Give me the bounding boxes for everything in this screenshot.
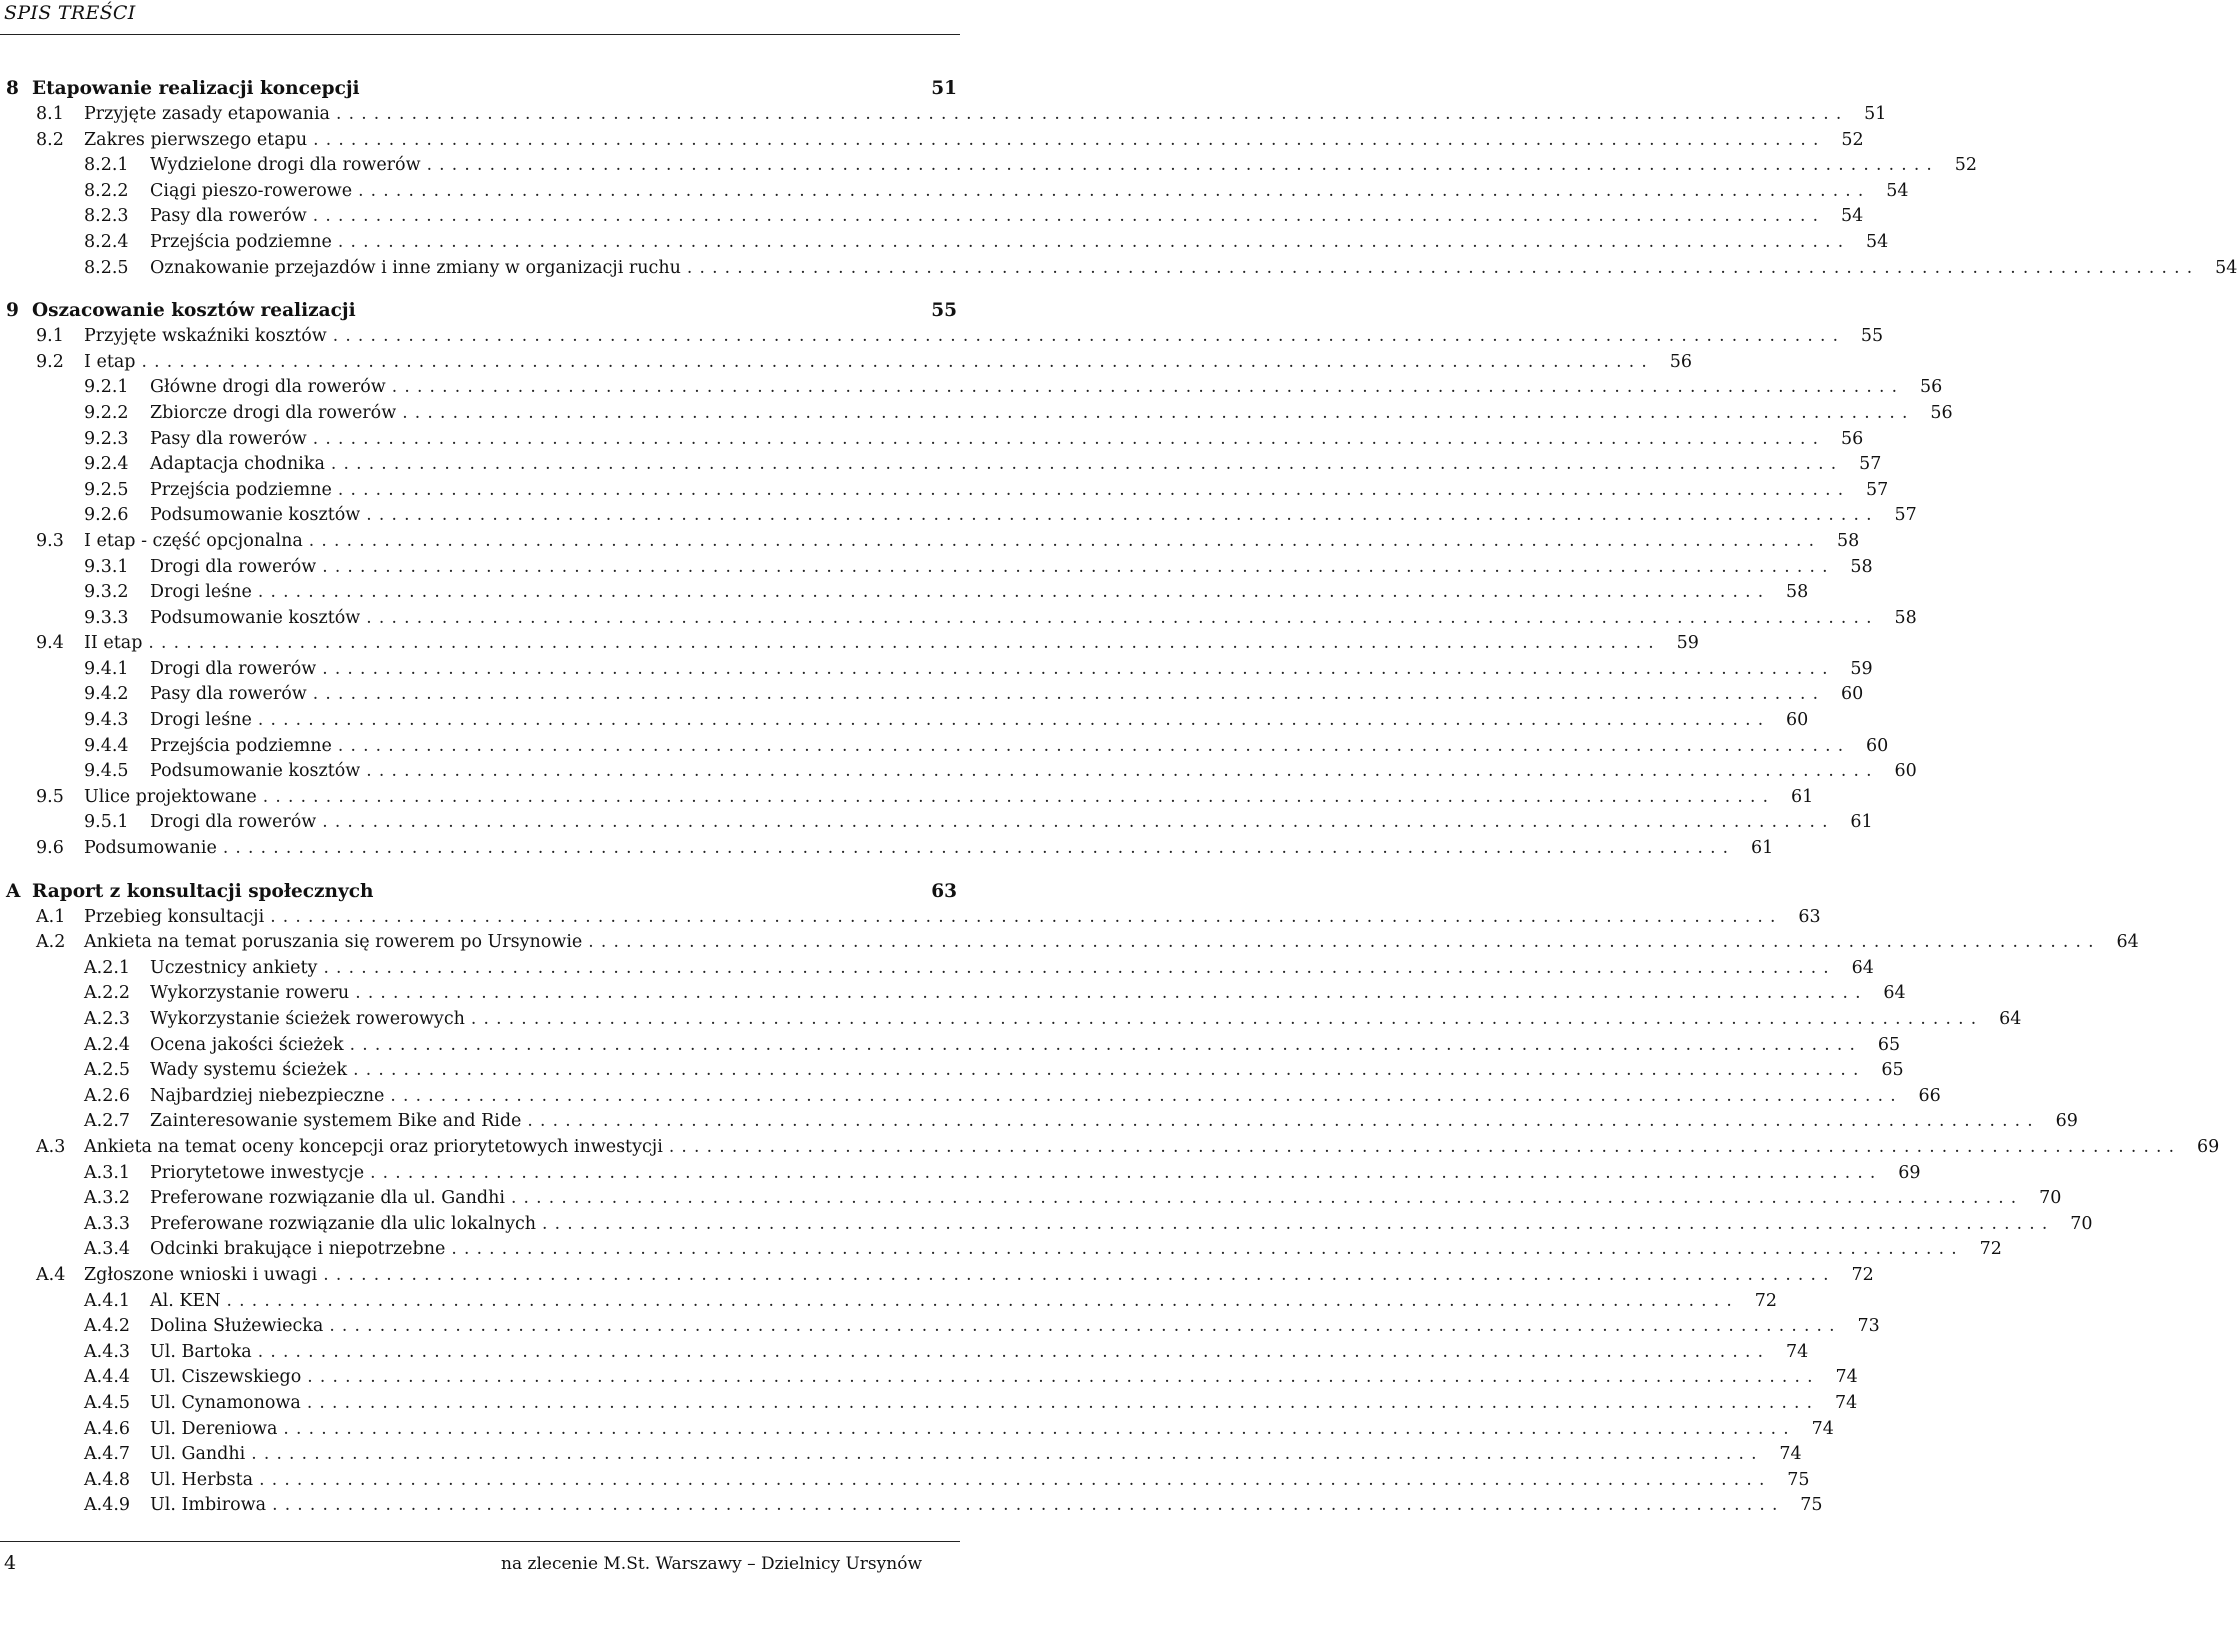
toc-number: A.3.4 — [84, 1239, 131, 1260]
toc-title: Przyjęte wskaźniki kosztów — [84, 326, 327, 347]
toc-page-number: 72 — [1851, 1264, 1874, 1285]
toc-number: 9.3.3 — [84, 607, 129, 628]
toc-number: A — [6, 880, 21, 902]
toc-page-number: 56 — [1919, 377, 1943, 398]
toc-number: A.3.3 — [84, 1213, 131, 1234]
toc-subsection[interactable] — [0, 231, 1889, 258]
toc-page-number: 60 — [1840, 684, 1864, 705]
toc-page-number: 57 — [1859, 454, 1882, 475]
toc-title: Podsumowanie kosztów — [150, 505, 361, 526]
toc-chapter[interactable] — [0, 300, 957, 326]
toc-title: I etap - część opcjonalna — [84, 530, 303, 551]
toc-dot-leader: ........................................................................................................................ — [337, 231, 1851, 252]
toc-subsection[interactable] — [0, 812, 1873, 838]
toc-dot-leader: ........................................................................................................................ — [335, 104, 1849, 124]
toc-number: A.4.5 — [84, 1392, 131, 1413]
toc-number: 8.1 — [36, 104, 64, 124]
toc-title: Podsumowanie kosztów — [150, 761, 361, 782]
toc-page-number: 72 — [1754, 1290, 1777, 1311]
toc-number: A.4.4 — [84, 1367, 131, 1388]
toc-title: Ocena jakości ścieżek — [150, 1034, 344, 1055]
toc-title: Drogi dla rowerów — [150, 658, 317, 679]
toc-number: 9.6 — [36, 838, 64, 859]
toc-title: Adaptacja chodnika — [150, 454, 325, 475]
toc-page-number: 59 — [1676, 633, 1699, 654]
toc-dot-leader: ........................................................................................................................ — [527, 1111, 2040, 1132]
toc-title: Ul. Gandhi — [150, 1444, 246, 1465]
toc-number: 8 — [6, 78, 19, 99]
toc-number: 9.2.5 — [84, 479, 129, 500]
toc-title: Podsumowanie — [84, 838, 217, 859]
toc-page-number: 63 — [1798, 906, 1821, 927]
toc-dot-leader: ........................................................................................................................ — [262, 786, 1776, 807]
toc-number: 9.3.1 — [84, 556, 129, 577]
toc-page-number: 70 — [2039, 1188, 2062, 1209]
toc-subsection[interactable] — [0, 710, 1809, 736]
toc-title: Przejścia podziemne — [150, 231, 332, 252]
toc-subsection[interactable] — [0, 257, 2237, 284]
toc-title: Wady systemu ścieżek — [150, 1060, 348, 1081]
toc-dot-leader: ........................................................................................................................ — [353, 1060, 1866, 1081]
toc-subsection[interactable] — [0, 206, 1864, 232]
toc-number: A.2.7 — [84, 1111, 131, 1132]
toc-page-number: 74 — [1835, 1392, 1858, 1413]
toc-dot-leader: ........................................................................................................................ — [312, 206, 1826, 227]
toc-title: Dolina Służewiecka — [150, 1316, 324, 1337]
toc-section[interactable] — [0, 633, 1699, 659]
toc-dot-leader: ........................................................................................................................ — [426, 155, 1940, 176]
toc-title: Zgłoszone wnioski i uwagi — [84, 1264, 318, 1285]
footer-page-number: 4 — [4, 1552, 17, 1574]
running-head: SPIS TREŚCI — [4, 2, 136, 24]
toc-page-number: 58 — [1836, 530, 1860, 551]
toc-dot-leader: ........................................................................................................................ — [323, 957, 1836, 978]
toc-page-number: 70 — [2070, 1213, 2093, 1234]
toc-section[interactable] — [0, 530, 1860, 557]
toc-number: 9.3.2 — [84, 582, 129, 603]
toc-title: Pasy dla rowerów — [150, 428, 307, 449]
toc-number: 8.2 — [36, 129, 64, 150]
toc-number: A.4 — [36, 1264, 66, 1285]
toc-subsection[interactable] — [0, 658, 1873, 685]
toc-number: 9.5.1 — [84, 812, 129, 833]
toc-dot-leader: ........................................................................................................................ — [355, 983, 1868, 1004]
toc-subsection[interactable] — [0, 1162, 1921, 1189]
toc-page-number: 64 — [1851, 957, 1874, 978]
table-of-contents — [0, 78, 2237, 1521]
toc-dot-leader: ........................................................................................................................ — [141, 351, 1654, 372]
toc-dot-leader: ........................................................................................................................ — [283, 1418, 1796, 1439]
toc-page-number: 65 — [1877, 1034, 1901, 1055]
toc-title: Raport z konsultacji społecznych — [32, 880, 374, 902]
toc-title: Drogi leśne — [150, 582, 252, 603]
toc-number: A.3.2 — [84, 1188, 131, 1209]
toc-dot-leader: ........................................................................................................................ — [257, 1341, 1771, 1362]
toc-number: 9.4.4 — [84, 735, 129, 756]
toc-title: Drogi dla rowerów — [150, 556, 317, 577]
toc-dot-leader: ........................................................................................................................ — [510, 1188, 2024, 1209]
toc-title: II etap — [84, 633, 143, 654]
toc-page-number: 73 — [1857, 1316, 1880, 1337]
toc-subsection[interactable] — [0, 1367, 1858, 1393]
toc-subsection[interactable] — [0, 582, 1809, 608]
toc-number: A.2.2 — [84, 983, 131, 1004]
footer-rule — [0, 1541, 960, 1542]
toc-section[interactable] — [0, 1264, 1874, 1291]
toc-page-number: 54 — [1886, 180, 1909, 201]
toc-page-number: 64 — [1883, 983, 1906, 1004]
toc-number: A.4.2 — [84, 1316, 131, 1337]
toc-subsection[interactable] — [0, 983, 1906, 1009]
toc-dot-leader: ........................................................................................................................ — [222, 838, 1736, 859]
toc-dot-leader: ........................................................................................................................ — [668, 1136, 2182, 1157]
toc-number: A.4.6 — [84, 1418, 131, 1439]
toc-dot-leader: ........................................................................................................................ — [257, 582, 1771, 603]
toc-dot-leader: ........................................................................................................................ — [312, 428, 1826, 449]
toc-dot-leader: ........................................................................................................................ — [332, 326, 1846, 347]
toc-subsection[interactable] — [0, 1392, 1858, 1419]
toc-title: Preferowane rozwiązanie dla ul. Gandhi — [150, 1188, 505, 1209]
toc-title: Uczestnicy ankiety — [150, 957, 318, 978]
toc-page-number: 54 — [1840, 206, 1864, 227]
toc-subsection[interactable] — [0, 1034, 1901, 1061]
toc-dot-leader: ........................................................................................................................ — [337, 479, 1851, 500]
toc-title: Ul. Bartoka — [150, 1341, 252, 1362]
toc-number: 9.5 — [36, 786, 64, 807]
toc-dot-leader: ........................................................................................................................ — [257, 710, 1771, 731]
toc-number: 9.2.4 — [84, 454, 129, 475]
toc-page-number: 63 — [931, 880, 957, 902]
toc-number: 8.2.3 — [84, 206, 129, 227]
toc-title: Ul. Cynamonowa — [150, 1392, 301, 1413]
toc-page-number: 64 — [2116, 932, 2139, 953]
toc-title: Ankieta na temat oceny koncepcji oraz priorytetowych inwestycji — [84, 1136, 663, 1157]
toc-title: Oznakowanie przejazdów i inne zmiany w organizacji ruchu — [150, 257, 681, 278]
toc-page-number: 60 — [1866, 735, 1889, 756]
toc-number: 9.4.1 — [84, 658, 129, 679]
toc-subsection[interactable] — [0, 155, 1978, 181]
toc-page-number: 51 — [1864, 104, 1887, 124]
toc-dot-leader: ........................................................................................................................ — [337, 735, 1851, 756]
toc-number: 9.4.2 — [84, 684, 129, 705]
toc-subsection[interactable] — [0, 1111, 2078, 1137]
toc-number: 9.3 — [36, 530, 64, 551]
toc-subsection[interactable] — [0, 556, 1873, 583]
toc-page-number: 69 — [2055, 1111, 2078, 1132]
toc-number: A.2.3 — [84, 1009, 131, 1029]
toc-subsection[interactable] — [0, 1495, 1823, 1521]
toc-dot-leader: ........................................................................................................................ — [323, 1264, 1836, 1285]
toc-subsection[interactable] — [0, 1188, 2062, 1214]
toc-dot-leader: ........................................................................................................................ — [402, 402, 1915, 423]
toc-dot-leader: ........................................................................................................................ — [306, 1392, 1820, 1413]
toc-page-number: 52 — [1954, 155, 1978, 176]
toc-page-number: 74 — [1811, 1418, 1834, 1439]
toc-section[interactable] — [0, 906, 1821, 933]
toc-page-number: 56 — [1840, 428, 1864, 449]
toc-dot-leader: ........................................................................................................................ — [349, 1034, 1863, 1055]
toc-subsection[interactable] — [0, 1060, 1904, 1086]
toc-dot-leader: ........................................................................................................................ — [390, 1085, 1903, 1106]
toc-title: Drogi dla rowerów — [150, 812, 317, 833]
header-rule — [0, 34, 960, 35]
toc-page-number: 69 — [2197, 1136, 2220, 1157]
toc-page-number: 56 — [1669, 351, 1692, 372]
toc-dot-leader: ........................................................................................................................ — [470, 1009, 1984, 1029]
toc-page-number: 65 — [1881, 1060, 1904, 1081]
toc-title: Zakres pierwszego etapu — [84, 129, 308, 150]
toc-title: Preferowane rozwiązanie dla ulic lokalnych — [150, 1213, 537, 1234]
toc-subsection[interactable] — [0, 1469, 1810, 1496]
toc-dot-leader: ........................................................................................................................ — [322, 556, 1835, 577]
toc-title: Zbiorcze drogi dla rowerów — [150, 402, 397, 423]
toc-page-number: 64 — [1999, 1009, 2022, 1029]
toc-dot-leader: ........................................................................................................................ — [313, 129, 1826, 150]
toc-section[interactable] — [0, 786, 1814, 813]
toc-number: 9.4.3 — [84, 710, 129, 731]
toc-title: Ankieta na temat poruszania się rowerem po Ursynowie — [84, 932, 583, 953]
toc-number: 9.2 — [36, 351, 64, 372]
toc-number: A.1 — [36, 906, 66, 927]
toc-title: Przyjęte zasady etapowania — [84, 104, 330, 124]
toc-subsection[interactable] — [0, 180, 1909, 207]
toc-title: Przejścia podziemne — [150, 479, 332, 500]
toc-dot-leader: ........................................................................................................................ — [259, 1469, 1772, 1490]
toc-title: Wydzielone drogi dla rowerów — [150, 155, 421, 176]
toc-subsection[interactable] — [0, 479, 1889, 506]
toc-title: Zainteresowanie systemem Bike and Ride — [150, 1111, 522, 1132]
toc-title: Przebieg konsultacji — [84, 906, 265, 927]
toc-title: Główne drogi dla rowerów — [150, 377, 386, 398]
toc-subsection[interactable] — [0, 1239, 2002, 1265]
toc-page-number: 56 — [1930, 402, 1953, 423]
toc-title: Pasy dla rowerów — [150, 684, 307, 705]
toc-page-number: 66 — [1918, 1085, 1941, 1106]
toc-number: 9.4.5 — [84, 761, 129, 782]
toc-number: A.4.1 — [84, 1290, 131, 1311]
toc-dot-leader: ........................................................................................................................ — [686, 257, 2200, 278]
toc-title: Etapowanie realizacji koncepcji — [32, 78, 360, 99]
toc-subsection[interactable] — [0, 1085, 1941, 1112]
toc-subsection[interactable] — [0, 402, 1953, 429]
toc-dot-leader: ........................................................................................................................ — [272, 1495, 1785, 1516]
toc-page-number: 72 — [1979, 1239, 2002, 1260]
toc-page-number: 52 — [1841, 129, 1864, 150]
footer-text: na zlecenie M.St. Warszawy – Dzielnicy Ursynów — [501, 1554, 922, 1574]
toc-section[interactable] — [0, 838, 1774, 864]
toc-page-number: 60 — [1786, 710, 1809, 731]
toc-dot-leader: ........................................................................................................................ — [358, 180, 1871, 201]
toc-subsection[interactable] — [0, 761, 1917, 787]
toc-page-number: 61 — [1790, 786, 1814, 807]
toc-title: Podsumowanie kosztów — [150, 607, 361, 628]
toc-number: 9 — [6, 300, 19, 322]
toc-chapter[interactable] — [0, 881, 957, 907]
toc-dot-leader: ........................................................................................................................ — [366, 607, 1879, 628]
toc-dot-leader: ........................................................................................................................ — [322, 658, 1835, 679]
toc-dot-leader: ........................................................................................................................ — [588, 932, 2101, 953]
toc-dot-leader: ........................................................................................................................ — [148, 633, 1661, 654]
toc-number: 9.2.1 — [84, 377, 129, 398]
toc-title: Wykorzystanie ścieżek rowerowych — [150, 1009, 465, 1029]
toc-number: A.4.9 — [84, 1495, 131, 1516]
toc-dot-leader: ........................................................................................................................ — [270, 906, 1783, 927]
toc-number: 9.2.3 — [84, 428, 129, 449]
toc-page-number: 74 — [1835, 1367, 1858, 1388]
toc-title: Al. KEN — [150, 1290, 221, 1311]
toc-number: 9.2.6 — [84, 505, 129, 526]
toc-title: Drogi leśne — [150, 710, 252, 731]
toc-number: 8.2.1 — [84, 155, 129, 176]
toc-subsection[interactable] — [0, 1316, 1880, 1342]
toc-number: 8.2.5 — [84, 257, 129, 278]
toc-dot-leader: ........................................................................................................................ — [330, 454, 1844, 475]
toc-dot-leader: ........................................................................................................................ — [391, 377, 1905, 398]
toc-subsection[interactable] — [0, 377, 1943, 403]
toc-page-number: 75 — [1800, 1495, 1823, 1516]
toc-page-number: 69 — [1898, 1162, 1921, 1183]
toc-subsection[interactable] — [0, 1444, 1802, 1470]
toc-subsection[interactable] — [0, 1341, 1809, 1368]
toc-subsection[interactable] — [0, 1009, 2022, 1035]
toc-subsection[interactable] — [0, 735, 1889, 762]
toc-subsection[interactable] — [0, 684, 1864, 710]
toc-page-number: 74 — [1779, 1444, 1802, 1465]
toc-page-number: 55 — [931, 300, 957, 322]
toc-page-number: 57 — [1866, 479, 1889, 500]
toc-number: 9.2.2 — [84, 402, 129, 423]
toc-page-number: 58 — [1894, 607, 1917, 628]
toc-page-number: 54 — [1866, 231, 1889, 252]
toc-dot-leader: ........................................................................................................................ — [308, 530, 1822, 551]
toc-dot-leader: ........................................................................................................................ — [542, 1213, 2055, 1234]
toc-number: 9.4 — [36, 633, 64, 654]
toc-title: Oszacowanie kosztów realizacji — [32, 300, 356, 322]
toc-number: A.4.8 — [84, 1469, 131, 1490]
toc-section[interactable] — [0, 326, 1884, 352]
toc-subsection[interactable] — [0, 1418, 1834, 1445]
toc-number: A.2.6 — [84, 1085, 131, 1106]
toc-chapter[interactable] — [0, 78, 957, 104]
toc-title: Ulice projektowane — [84, 786, 257, 807]
toc-subsection[interactable] — [0, 607, 1917, 634]
toc-subsection[interactable] — [0, 505, 1917, 531]
toc-page-number: 60 — [1894, 761, 1917, 782]
toc-section[interactable] — [0, 1136, 2220, 1163]
toc-dot-leader: ........................................................................................................................ — [370, 1162, 1883, 1183]
toc-number: A.4.3 — [84, 1341, 131, 1362]
toc-number: A.4.7 — [84, 1444, 131, 1465]
toc-number: A.2.4 — [84, 1034, 131, 1055]
toc-title: Ul. Herbsta — [150, 1469, 254, 1490]
toc-number: 8.2.2 — [84, 180, 129, 201]
toc-dot-leader: ........................................................................................................................ — [366, 505, 1879, 526]
toc-page-number: 59 — [1850, 658, 1873, 679]
toc-number: A.3 — [36, 1136, 66, 1157]
toc-title: I etap — [84, 351, 136, 372]
toc-number: A.2.5 — [84, 1060, 131, 1081]
toc-subsection[interactable] — [0, 428, 1864, 455]
toc-dot-leader: ........................................................................................................................ — [366, 761, 1879, 782]
toc-section[interactable] — [0, 351, 1692, 378]
toc-dot-leader: ........................................................................................................................ — [451, 1239, 1964, 1260]
toc-subsection[interactable] — [0, 1213, 2093, 1240]
toc-page-number: 75 — [1787, 1469, 1810, 1490]
toc-title: Przejścia podziemne — [150, 735, 332, 756]
toc-section[interactable] — [0, 104, 1887, 130]
toc-dot-leader: ........................................................................................................................ — [329, 1316, 1842, 1337]
toc-title: Ul. Imbirowa — [150, 1495, 267, 1516]
toc-number: 8.2.4 — [84, 231, 129, 252]
toc-title: Najbardziej niebezpieczne — [150, 1085, 385, 1106]
toc-dot-leader: ........................................................................................................................ — [322, 812, 1835, 833]
toc-section[interactable] — [0, 129, 1864, 156]
toc-title: Ciągi pieszo-rowerowe — [150, 180, 353, 201]
toc-dot-leader: ........................................................................................................................ — [251, 1444, 1764, 1465]
toc-dot-leader: ........................................................................................................................ — [226, 1290, 1739, 1311]
toc-page-number: 54 — [2215, 257, 2237, 278]
toc-page-number: 51 — [931, 78, 957, 99]
toc-title: Ul. Ciszewskiego — [150, 1367, 302, 1388]
toc-section[interactable] — [0, 932, 2139, 958]
toc-page-number: 58 — [1850, 556, 1873, 577]
toc-number: A.2 — [36, 932, 66, 953]
toc-dot-leader: ........................................................................................................................ — [312, 684, 1826, 705]
toc-number: A.2.1 — [84, 957, 131, 978]
toc-page-number: 58 — [1786, 582, 1809, 603]
toc-number: A.3.1 — [84, 1162, 131, 1183]
toc-title: Wykorzystanie roweru — [150, 983, 350, 1004]
toc-title: Pasy dla rowerów — [150, 206, 307, 227]
toc-title: Ul. Dereniowa — [150, 1418, 278, 1439]
toc-page-number: 61 — [1751, 838, 1774, 859]
toc-page-number: 57 — [1894, 505, 1917, 526]
toc-page-number: 74 — [1785, 1341, 1809, 1362]
toc-page-number: 61 — [1850, 812, 1873, 833]
toc-subsection[interactable] — [0, 957, 1874, 984]
toc-dot-leader: ........................................................................................................................ — [307, 1367, 1820, 1388]
toc-number: 9.1 — [36, 326, 64, 347]
toc-subsection[interactable] — [0, 1290, 1777, 1317]
toc-title: Priorytetowe inwestycje — [150, 1162, 365, 1183]
toc-title: Odcinki brakujące i niepotrzebne — [150, 1239, 446, 1260]
toc-subsection[interactable] — [0, 454, 1882, 480]
toc-page-number: 55 — [1860, 326, 1884, 347]
